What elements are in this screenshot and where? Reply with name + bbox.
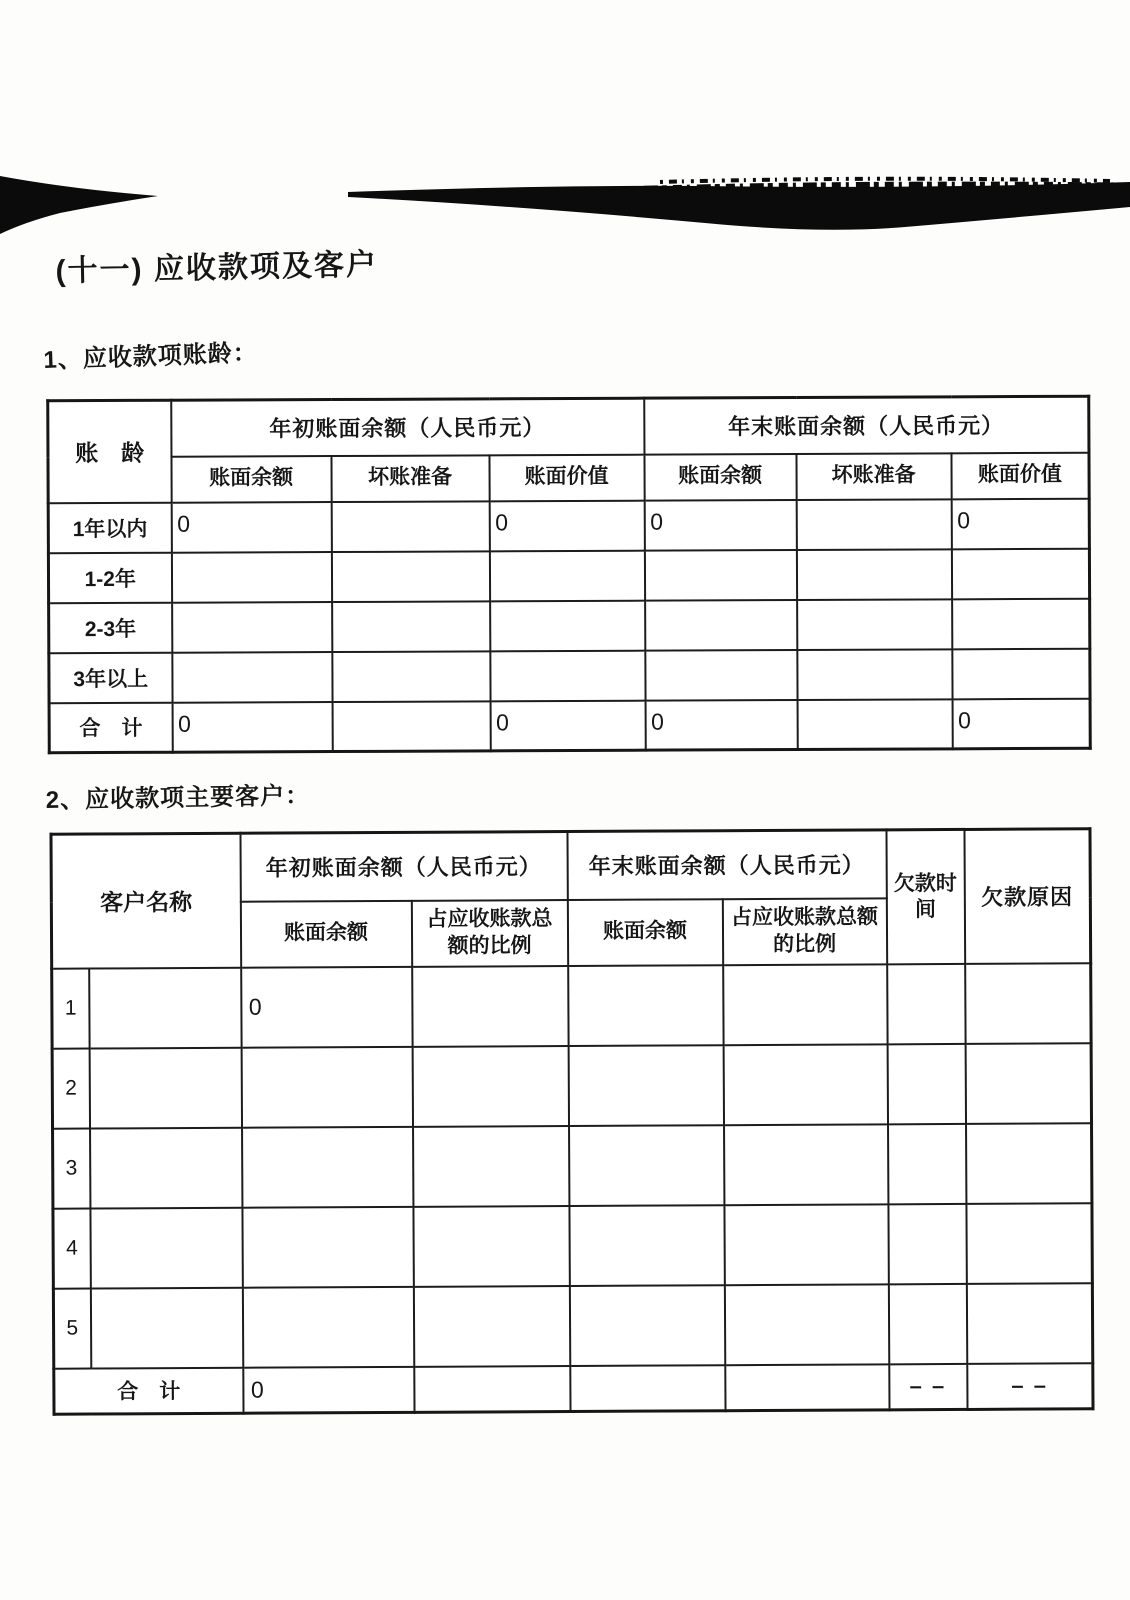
aging-cell bbox=[172, 602, 332, 653]
aging-cell bbox=[172, 652, 332, 703]
customers-sub-header: 占应收账款总额的比例 bbox=[722, 898, 886, 965]
customer-cell bbox=[966, 1123, 1092, 1204]
aging-cell bbox=[490, 650, 645, 701]
aging-row-label: 2-3年 bbox=[49, 602, 172, 653]
aging-cell bbox=[490, 600, 645, 651]
scan-shadow-artifact bbox=[0, 0, 1130, 260]
aging-cell bbox=[644, 550, 796, 601]
customer-cell bbox=[724, 1124, 888, 1205]
aging-sub-header: 账面价值 bbox=[951, 452, 1089, 499]
customer-row-number: 4 bbox=[53, 1208, 90, 1288]
debt-reason-header: 欠款原因 bbox=[964, 829, 1091, 964]
aging-cell: 0 bbox=[171, 502, 331, 553]
aging-cell bbox=[797, 599, 952, 650]
aging-group-begin-header: 年初账面余额（人民币元） bbox=[171, 398, 644, 456]
aging-cell bbox=[951, 548, 1089, 599]
aging-sub-header: 坏账准备 bbox=[796, 453, 951, 500]
customers-sub-header: 占应收账款总额的比例 bbox=[411, 900, 567, 967]
aging-cell bbox=[952, 648, 1090, 699]
customer-name-cell bbox=[90, 1127, 242, 1208]
customer-cell bbox=[965, 963, 1091, 1044]
customer-row bbox=[52, 963, 1091, 1048]
customers-sub-header: 账面余额 bbox=[567, 899, 722, 966]
aging-cell bbox=[171, 552, 331, 603]
customer-row-number: 3 bbox=[53, 1128, 90, 1208]
page-title: (十一) 应收款项及客户 bbox=[55, 248, 379, 289]
aging-cell: 0 bbox=[645, 700, 797, 751]
customers-table bbox=[49, 827, 1094, 1415]
customer-cell bbox=[966, 1203, 1092, 1284]
aging-row bbox=[48, 498, 1089, 553]
customer-cell-dash: – – bbox=[889, 1363, 967, 1409]
customer-cell bbox=[242, 1126, 413, 1207]
customer-row-number: 2 bbox=[52, 1048, 89, 1128]
customers-corner-header: 客户名称 bbox=[51, 833, 241, 968]
customer-cell bbox=[412, 1046, 568, 1127]
aging-cell bbox=[332, 651, 490, 702]
customer-row bbox=[52, 1043, 1091, 1128]
customer-row bbox=[53, 1123, 1092, 1208]
customers-total-row bbox=[54, 1363, 1093, 1414]
customer-cell bbox=[888, 1283, 966, 1363]
customer-cell bbox=[887, 963, 965, 1043]
aging-corner-header: 账 龄 bbox=[48, 400, 171, 503]
customer-cell bbox=[413, 1126, 569, 1207]
aging-cell bbox=[645, 600, 797, 651]
aging-row-label: 1-2年 bbox=[48, 552, 171, 603]
customer-cell bbox=[725, 1364, 889, 1411]
aging-cell bbox=[332, 701, 490, 752]
customer-cell bbox=[241, 1046, 412, 1127]
aging-cell bbox=[952, 598, 1090, 649]
customer-name-cell bbox=[90, 1287, 242, 1368]
customer-cell bbox=[413, 1206, 569, 1287]
aging-row-label: 3年以上 bbox=[49, 652, 172, 703]
aging-cell: 0 bbox=[644, 500, 796, 551]
aging-cell bbox=[797, 649, 952, 700]
aging-row bbox=[48, 548, 1089, 603]
aging-row bbox=[49, 648, 1090, 703]
aging-cell bbox=[489, 550, 644, 601]
aging-cell bbox=[332, 601, 490, 652]
customer-cell bbox=[965, 1043, 1091, 1124]
aging-row-label: 1年以内 bbox=[48, 502, 171, 553]
aging-cell: 0 bbox=[490, 700, 645, 751]
aging-sub-header: 坏账准备 bbox=[331, 455, 489, 502]
customer-cell bbox=[570, 1365, 725, 1412]
aging-cell bbox=[796, 499, 951, 550]
customer-row-number: 5 bbox=[53, 1288, 90, 1368]
aging-sub-header: 账面余额 bbox=[644, 454, 796, 501]
customer-name-cell bbox=[89, 967, 241, 1048]
customer-cell bbox=[888, 1203, 966, 1283]
customer-cell: 0 bbox=[241, 966, 412, 1047]
customers-sub-header: 账面余额 bbox=[240, 900, 411, 967]
customer-name-cell bbox=[89, 1047, 241, 1128]
debt-time-header: 欠款时间 bbox=[886, 829, 965, 963]
aging-cell bbox=[796, 549, 951, 600]
customer-cell bbox=[569, 1285, 724, 1366]
customer-cell: 0 bbox=[243, 1366, 414, 1413]
aging-sub-header: 账面余额 bbox=[171, 456, 331, 503]
aging-cell: 0 bbox=[172, 702, 332, 753]
aging-cell bbox=[331, 501, 489, 552]
customers-group-begin-header: 年初账面余额（人民币元） bbox=[240, 832, 567, 902]
customer-row-number: 1 bbox=[52, 968, 89, 1048]
aging-table bbox=[46, 395, 1092, 755]
aging-cell bbox=[797, 699, 952, 750]
aging-total-label: 合 计 bbox=[49, 702, 172, 753]
aging-cell bbox=[645, 650, 797, 701]
customer-cell bbox=[568, 965, 723, 1046]
customer-cell bbox=[723, 1044, 887, 1125]
customer-cell bbox=[724, 1284, 888, 1365]
customer-cell bbox=[569, 1125, 724, 1206]
aging-cell: 0 bbox=[951, 498, 1089, 549]
customer-row bbox=[53, 1203, 1092, 1288]
customer-cell bbox=[723, 964, 887, 1045]
customer-cell bbox=[966, 1283, 1092, 1364]
customer-row bbox=[53, 1283, 1092, 1368]
customer-cell bbox=[724, 1204, 888, 1285]
section-2-label: 2、应收款项主要客户： bbox=[45, 782, 311, 815]
customer-cell bbox=[414, 1366, 570, 1413]
customer-cell bbox=[242, 1286, 413, 1367]
customer-cell bbox=[887, 1043, 965, 1123]
customer-cell bbox=[568, 1045, 723, 1126]
customer-cell-dash: – – bbox=[967, 1363, 1093, 1410]
section-1-label: 1、应收款项账龄： bbox=[43, 339, 259, 375]
aging-sub-header: 账面价值 bbox=[489, 454, 644, 501]
customer-cell bbox=[413, 1286, 569, 1367]
aging-cell: 0 bbox=[489, 500, 644, 551]
aging-row bbox=[49, 598, 1090, 653]
aging-total-row bbox=[49, 698, 1090, 753]
aging-group-end-header: 年末账面余额（人民币元） bbox=[644, 396, 1089, 454]
customer-cell bbox=[412, 966, 568, 1047]
aging-cell: 0 bbox=[952, 698, 1090, 749]
aging-cell bbox=[331, 551, 489, 602]
customers-total-label: 合 计 bbox=[54, 1367, 243, 1414]
customers-group-end-header: 年末账面余额（人民币元） bbox=[567, 830, 886, 900]
customer-cell bbox=[242, 1206, 413, 1287]
customer-name-cell bbox=[90, 1207, 242, 1288]
customer-cell bbox=[569, 1205, 724, 1286]
customer-cell bbox=[888, 1123, 966, 1203]
